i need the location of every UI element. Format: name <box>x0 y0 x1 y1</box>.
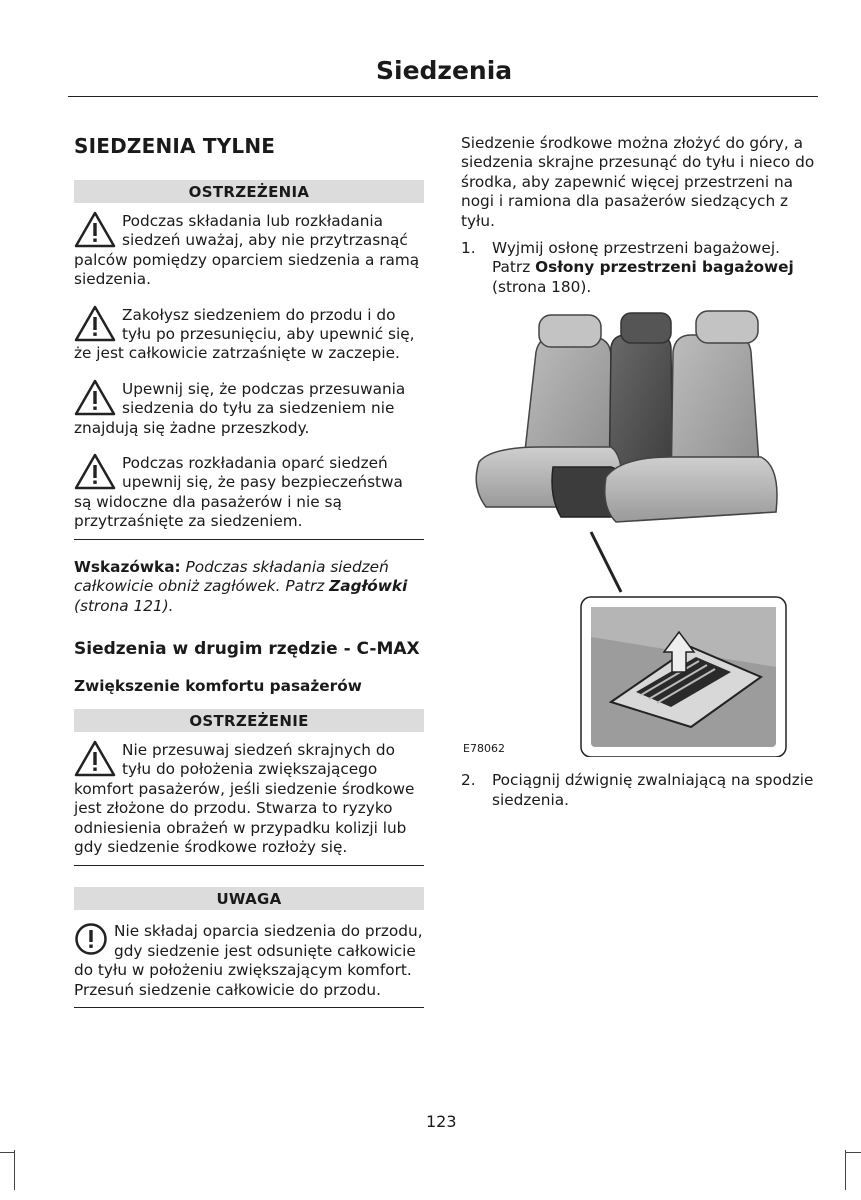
seat-illustration <box>461 307 806 757</box>
divider <box>74 539 424 540</box>
note-paragraph <box>74 558 424 616</box>
note-ref: (strona 121). <box>74 596 174 615</box>
warning-band: OSTRZEŻENIE <box>74 709 424 732</box>
intro-paragraph: Siedzenie środkowe można złożyć do góry, a siedzenia skrajne przesunąć do tyłu i nieco do środka, aby zapewnić więcej przestrzeni na nogi i ramiona dla pasażerów siedzących z tyłu. <box>461 134 815 230</box>
warning-triangle-icon <box>74 305 116 343</box>
page-number: 123 <box>426 1112 457 1131</box>
step-ref: (strona 180). <box>492 277 592 296</box>
left-column <box>74 130 424 1008</box>
caution-item <box>74 922 424 1000</box>
rear-seats-image <box>461 307 806 757</box>
caution-text: Nie składaj oparcia siedzenia do przodu, gdy siedzenie jest odsunięte całkowicie do tyłu w położeniu zwiększającym komfort. Przesuń siedzenie całkowicie do przodu. <box>74 922 423 999</box>
note-text: Podczas składania siedzeń całkowicie obniż zagłówek. Patrz <box>74 557 389 596</box>
warning-item <box>74 454 424 532</box>
step-number: 1. <box>461 239 476 258</box>
warning-item <box>74 380 424 438</box>
warning-triangle-icon <box>74 740 116 778</box>
subheading: Siedzenia w drugim rzędzie - C-MAX <box>74 638 420 659</box>
warning-triangle-icon <box>74 379 116 417</box>
warning-item <box>74 741 424 857</box>
warning-item <box>74 212 424 290</box>
step-text: Pociągnij dźwignię zwalniającą na spodzie siedzenia. <box>492 771 814 809</box>
caution-circle-icon <box>74 922 108 956</box>
note-link[interactable]: Zagłówki <box>329 577 408 596</box>
figure-code: E78062 <box>463 742 505 756</box>
step-2 <box>461 771 816 810</box>
crop-mark <box>14 1150 15 1190</box>
warning-text: Podczas rozkładania oparć siedzeń upewnij się, że pasy bezpieczeństwa są widoczne dla pasażerów i nie są przytrzaśnięte za siedzeniem. <box>74 454 403 531</box>
step-number: 2. <box>461 771 476 790</box>
warning-text: Upewnij się, że podczas przesuwania siedzenia do tyłu za siedzeniem nie znajdują się żadne przeszkody. <box>74 379 406 437</box>
warning-text: Zakołysz siedzeniem do przodu i do tyłu po przesunięciu, aby upewnić się, że jest całkowicie zatrzaśnięte w zaczepie. <box>74 305 415 363</box>
crop-mark <box>0 1152 14 1153</box>
section-heading: SIEDZENIA TYLNE <box>74 134 276 158</box>
warnings-band: OSTRZEŻENIA <box>74 180 424 203</box>
header-divider <box>68 96 818 97</box>
crop-mark <box>846 1152 861 1153</box>
step-1 <box>461 239 816 297</box>
divider <box>74 1007 424 1008</box>
warning-text: Podczas składania lub rozkładania siedzeń uważaj, aby nie przytrzasnąć palców pomiędzy oparciem siedzenia a ramą siedzenia. <box>74 212 420 289</box>
warning-item <box>74 306 424 364</box>
step-link[interactable]: Osłony przestrzeni bagażowej <box>535 258 794 277</box>
warning-triangle-icon <box>74 211 116 249</box>
divider <box>74 865 424 866</box>
warning-triangle-icon <box>74 453 116 491</box>
page-section-title: Siedzenia <box>376 56 513 85</box>
right-column <box>461 134 816 810</box>
warning-text: Nie przesuwaj siedzeń skrajnych do tyłu do położenia zwiększającego komfort pasażerów, jeśli siedzenie środkowe jest złożone do przodu. Stwarza to ryzyko odniesienia obrażeń w przypadku kolizji lub gdy siedzenie środkowe rozłoży się. <box>74 740 415 856</box>
crop-mark <box>845 1150 846 1190</box>
note-label: Wskazówka: <box>74 557 181 576</box>
step-text: Wyjmij osłonę przestrzeni bagażowej. Patrz <box>492 239 780 277</box>
caution-band: UWAGA <box>74 887 424 910</box>
subsubheading: Zwiększenie komfortu pasażerów <box>74 676 362 695</box>
